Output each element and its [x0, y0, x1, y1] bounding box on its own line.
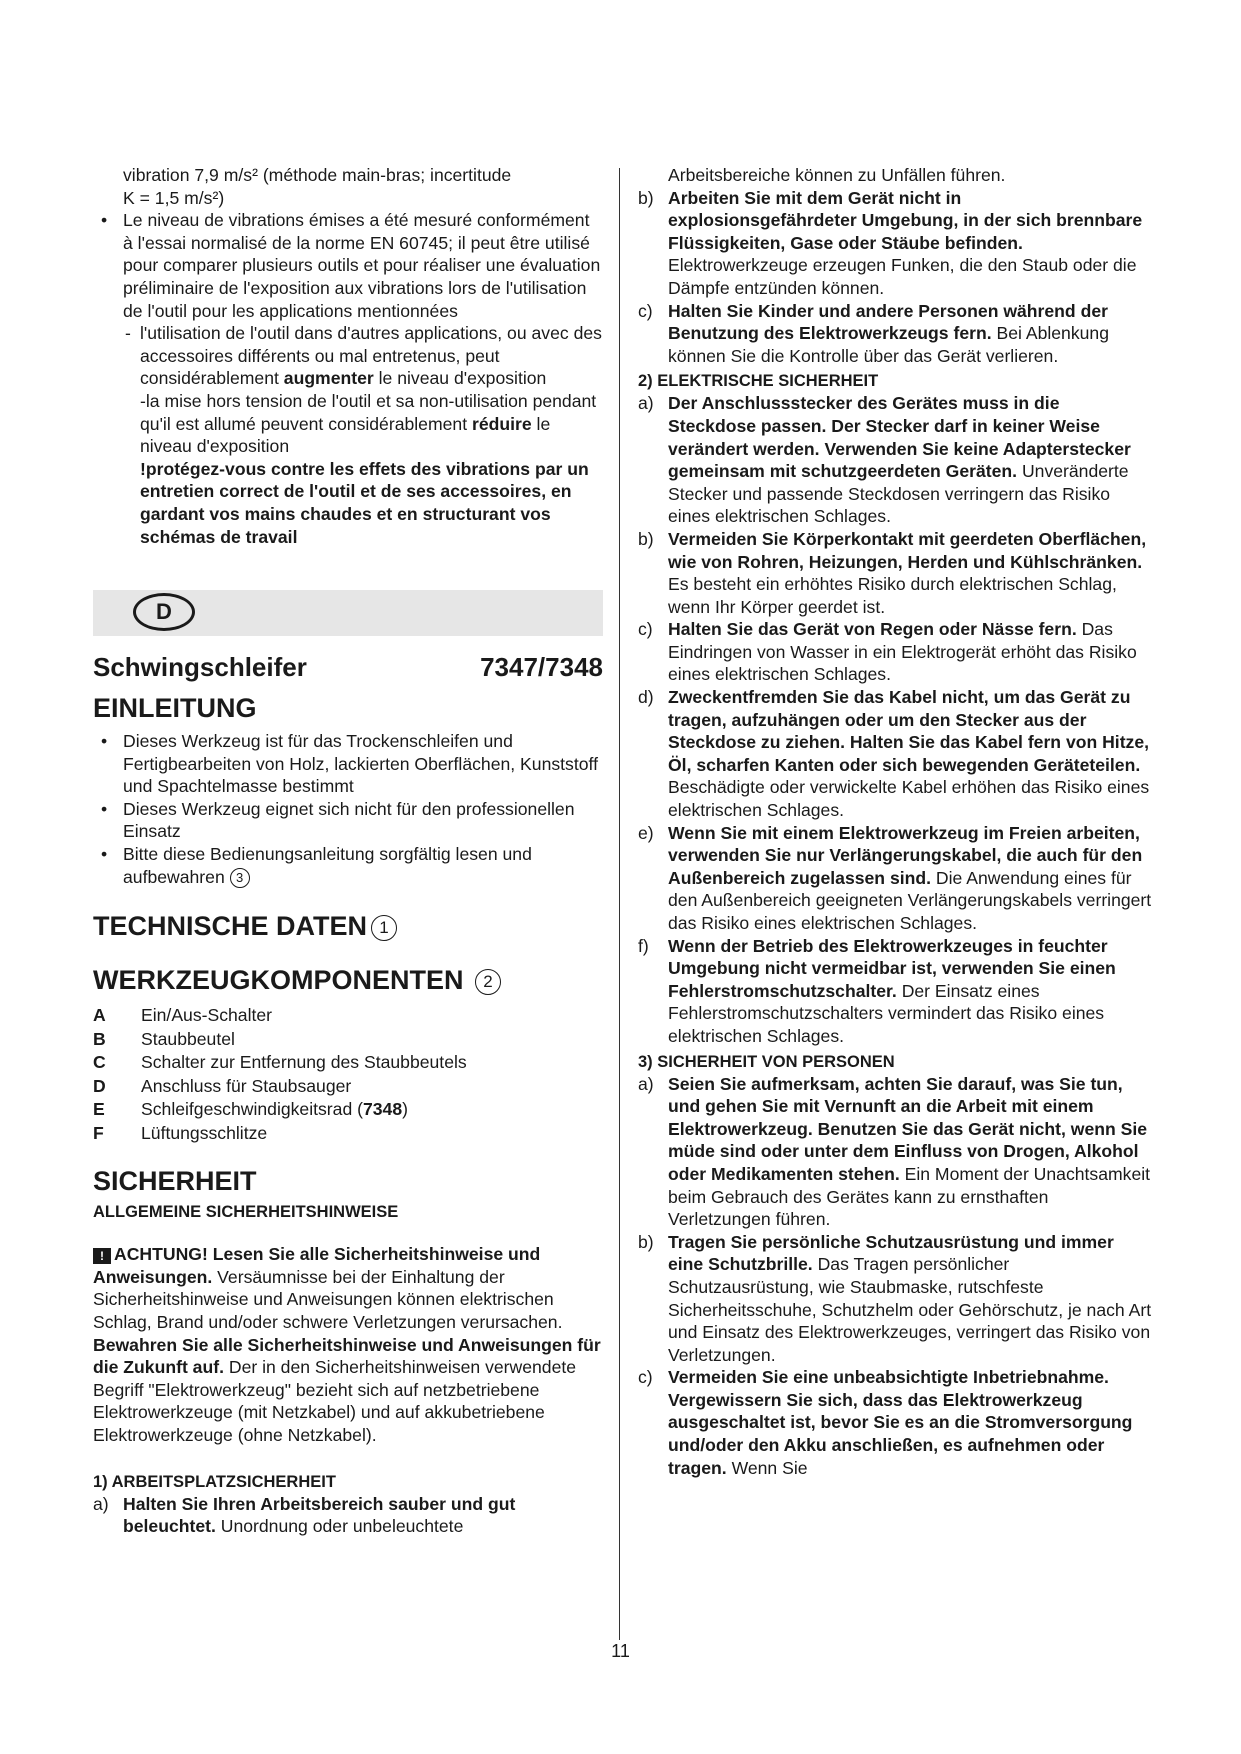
model-number: 7347/7348 — [480, 652, 603, 683]
warning-icon: ! — [93, 1248, 111, 1264]
safety-item: d) Zweckentfremden Sie das Kabel nicht, um das Gerät zu tragen, aufzuhängen oder um den Stecker aus der Steckdose zu ziehen. Halten Sie das Kabel fern von Hitze, Öl, scharfen Kanten oder sich bewegenden Geräteteilen. Beschädigte oder verwickelte Kabel erhöhen das Risiko eines elektrischen Schlages. — [638, 687, 1150, 821]
safety-item: a) Der Anschlussstecker des Gerätes muss in die Steckdose passen. Der Stecker darf in keiner Weise verändert werden. Verwenden Sie keine Adapterstecker gemeinsam mit schutzgeerdeten Geräten. Unveränderte Stecker und passende Steckdosen verringern das Risiko eines elektrischen Schlages. — [638, 393, 1131, 527]
country-badge: D — [133, 593, 195, 631]
s2-heading: 2) ELEKTRISCHE SICHERHEIT — [638, 372, 879, 391]
left-column — [93, 164, 603, 1538]
fr-warning-text: !protégez-vous contre les effets des vibrations par un entretien correct de l'outil et de ses accessoires, en gardant vos mains chaudes et en structurant vos schémas de travail — [140, 458, 589, 547]
safety-item: a) Seien Sie aufmerksam, achten Sie darauf, was Sie tun, und gehen Sie mit Vernunft an die Arbeit mit einem Elektrowerkzeug. Benutzen Sie das Gerät nicht, wenn Sie müde sind oder unter dem Einfluss von Drogen, Alkohol oder Medikamenten stehen. Ein Moment der Unachtsamkeit beim Gebrauch des Gerätes kann zu ernsthaften Verletzungen führen. — [638, 1073, 1151, 1230]
figure-ref: 1 — [371, 915, 397, 941]
column-divider — [619, 168, 620, 1640]
fr-vibration-line: vibration 7,9 m/s² (méthode main-bras; incertitude — [123, 165, 512, 185]
right-column — [638, 164, 1152, 1479]
component-row: D Anschluss für Staubsauger — [93, 1075, 352, 1096]
fr-dash-item-2: -la mise hors tension de l'outil et sa non-utilisation pendant qu'il est allumé peuvent considérablement réduire le niveau d'exposition — [140, 390, 597, 457]
product-title: Schwingschleifer — [93, 652, 307, 683]
safety-item: f) Wenn der Betrieb des Elektrowerkzeuges in feuchter Umgebung nicht vermeidbar ist, verwenden Sie einen Fehlerstromschutzschalter. Der Einsatz eines Fehlerstromschutzschalters vermindert das Risiko eines elektrischen Schlages. — [638, 935, 1116, 1046]
intro-list — [93, 730, 603, 888]
safety-item: c) Halten Sie das Gerät von Regen oder Nässe fern. Das Eindringen von Wasser in ein Elektrogerät erhöht das Risiko eines elektrischen Schlages. — [638, 619, 1137, 685]
safety-item: c) Vermeiden Sie eine unbeabsichtigte Inbetriebnahme. Vergewissern Sie sich, dass das Elektrowerkzeug ausgeschaltet ist, bevor Sie es an die Stromversorgung und/oder den Akku anschließen, es aufnehmen oder tragen. Wenn Sie — [638, 1367, 1133, 1478]
product-title-row — [93, 652, 603, 682]
safety-subheading: ALLGEMEINE SICHERHEITSHINWEISE — [93, 1203, 399, 1222]
tech-heading: TECHNISCHE DATEN 1 — [93, 910, 603, 942]
components-list — [93, 1004, 603, 1145]
components-heading: WERKZEUGKOMPONENTEN 2 — [93, 964, 603, 996]
component-row: C Schalter zur Entfernung des Staubbeutels — [93, 1052, 467, 1073]
safety-item: e) Wenn Sie mit einem Elektrowerkzeug im Freien arbeiten, verwenden Sie nur Verlängerungskabel, die auch für den Außenbereich zugelassen sind. Die Anwendung eines für den Außenbereich geeigneten Verlängerungskabels verringert das Risiko eines elektrischen Schlages. — [638, 822, 1152, 933]
achtung-paragraph: ! ACHTUNG! Lesen Sie alle Sicherheitshinweise und Anweisungen. Versäumnisse bei der Einhaltung der Sicherheitshinweise und Anweisungen können elektrischen Schlag, Brand und/oder schwere Verletzungen verursachen. Bewahren Sie alle Sicherheitshinweise und Anweisungen für die Zukunft auf. Der in den Sicherheitshinweisen verwendete Begriff "Elektrowerkzeug" bezieht sich auf netzbetriebene Elektrowerkzeuge (mit Netzkabel) und auf akkubetriebene Elektrowerkzeuge (ohne Netzkabel). — [93, 1244, 601, 1445]
figure-ref: 3 — [230, 868, 250, 888]
list-item: • Bitte diese Bedienungsanleitung sorgfältig lesen und aufbewahren 3 — [93, 843, 603, 888]
intro-heading: EINLEITUNG — [93, 693, 257, 724]
figure-ref: 2 — [475, 969, 501, 995]
page-number: 11 — [611, 1641, 630, 1661]
safety-item: b) Arbeiten Sie mit dem Gerät nicht in explosionsgefährdeter Umgebung, in der sich brennbare Flüssigkeiten, Gase oder Stäube befinden. Elektrowerkzeuge erzeugen Funken, die den Staub oder die Dämpfe entzünden können. — [638, 187, 1143, 298]
component-row: A Ein/Aus-Schalter — [93, 1005, 273, 1026]
safety-item: b) Vermeiden Sie Körperkontakt mit geerdeten Oberflächen, wie von Rohren, Heizungen, Herden und Kühlschränken. Es besteht ein erhöhtes Risiko durch elektrischen Schlag, wenn Ihr Körper geerdet ist. — [638, 528, 1147, 617]
safety-item: b) Tragen Sie persönliche Schutzausrüstung und immer eine Schutzbrille. Das Tragen persönlicher Schutzausrüstung, wie Staubmaske, rutschfeste Sicherheitsschuhe, Schutzhelm oder Gehörschutz, je nach Art und Einsatz des Elektrowerkzeuges, verringert das Risiko von Verletzungen. — [638, 1231, 1152, 1365]
list-item: • Dieses Werkzeug ist für das Trockenschleifen und Fertigbearbeiten von Holz, lackierten Oberflächen, Kunststoff und Spachtelmasse bestimmt — [93, 730, 603, 798]
safety-heading: SICHERHEIT — [93, 1166, 257, 1197]
component-row: E Schleifgeschwindigkeitsrad (7348) — [93, 1099, 408, 1120]
continued-text: Arbeitsbereiche können zu Unfällen führen. — [668, 165, 1006, 185]
s3-heading: 3) SICHERHEIT VON PERSONEN — [638, 1052, 895, 1071]
list-item: • Dieses Werkzeug eignet sich nicht für den professionellen Einsatz — [93, 798, 603, 843]
language-band — [93, 590, 603, 636]
fr-vibration-bullet: • Le niveau de vibrations émises a été mesuré conformément à l'essai normalisé de la norme EN 60745; il peut être utilisé pour comparer plusieurs outils et pour réaliser une évaluation préliminaire de l'exposition aux vibrations lors de l'utilisation de l'outil pour les applications mentionnées — [93, 209, 603, 322]
component-row: F Lüftungsschlitze — [93, 1122, 268, 1143]
fr-dash-item-1: - l'utilisation de l'outil dans d'autres applications, ou avec des accessoires différents ou mal entretenus, peut considérablement augmenter le niveau d'exposition — [125, 323, 602, 389]
safety-item: a) Halten Sie Ihren Arbeitsbereich sauber und gut beleuchtet. Unordnung oder unbeleuchtete — [93, 1493, 516, 1537]
safety-item: c) Halten Sie Kinder und andere Personen während der Benutzung des Elektrowerkzeugs fern. Bei Ablenkung können Sie die Kontrolle über das Gerät verlieren. — [638, 300, 1109, 366]
fr-uncertainty-line: K = 1,5 m/s²) — [123, 187, 225, 208]
s1-heading: 1) ARBEITSPLATZSICHERHEIT — [93, 1472, 336, 1491]
component-row: B Staubbeutel — [93, 1028, 235, 1049]
